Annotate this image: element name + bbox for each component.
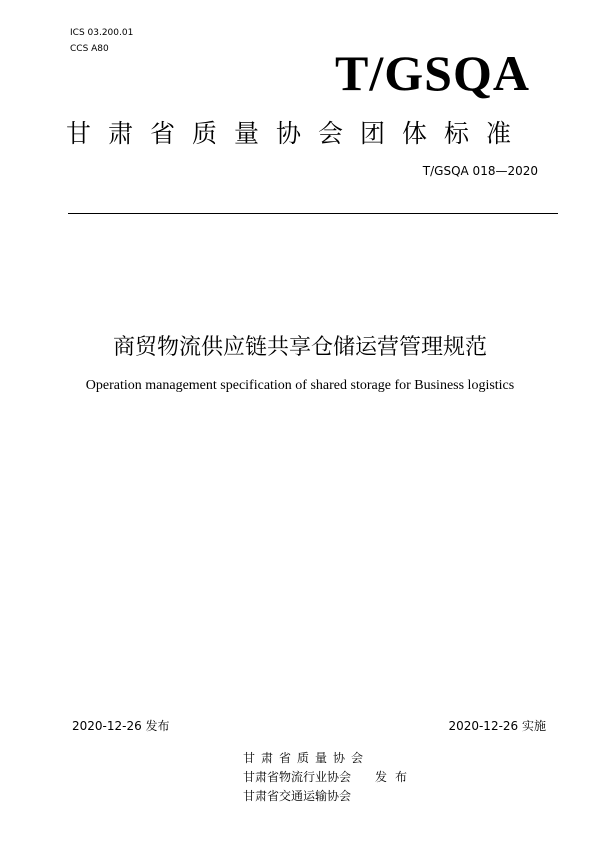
publish-date: 2020-12-26 发布 [72,719,170,733]
implement-date: 2020-12-26 实施 [448,719,546,733]
title-en: Operation management specification of shared storage for Business logistics [85,378,515,393]
standard-code: T/GSQA 018—2020 [422,164,538,178]
issuer-1: 甘肃省质量协会 [243,751,370,765]
divider [68,213,558,214]
standard-brand: T/GSQA [335,45,530,101]
org-title: 甘肃省质量协会团体标准 [66,119,529,148]
issuer-2-row [243,768,415,785]
title-cn: 商贸物流供应链共享仓储运营管理规范 [112,335,487,360]
issuer-2: 甘肃省物流行业协会 [243,770,352,784]
issue-action: 发布 [375,770,416,784]
ccs-code: CCS A80 [70,44,109,54]
issuer-3: 甘肃省交通运输协会 [243,789,352,803]
ics-code: ICS 03.200.01 [70,28,134,38]
